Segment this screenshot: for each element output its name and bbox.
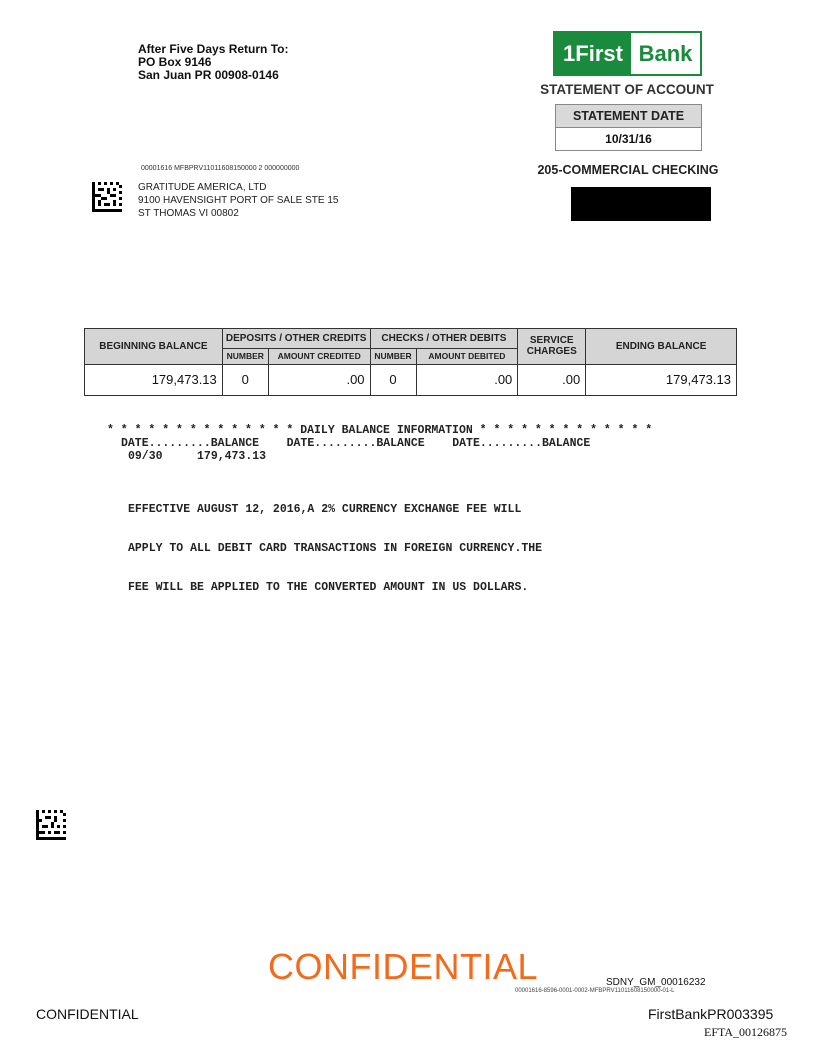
statement-date-box [555,104,702,151]
statement-date-label: STATEMENT DATE [556,105,701,128]
service-charges-value: .00 [518,364,586,395]
header-deposits: DEPOSITS / OTHER CREDITS [222,329,370,349]
bank-logo [553,31,702,76]
header-deposits-number: NUMBER [222,348,268,364]
return-address [138,43,288,82]
document-code: 00001616-8596-0001-0002-MFBPRV11011608150000-01-L [515,988,675,994]
header-beginning-balance: BEGINNING BALANCE [85,329,223,365]
return-address-line3: San Juan PR 00908-0146 [138,68,279,82]
confidential-label: CONFIDENTIAL [36,1006,139,1022]
logo-bank: Bank [631,33,700,74]
header-amount-debited: AMOUNT DEBITED [416,348,518,364]
barcode-line: 00001616 MFBPRV11011608150000 2 000000000 [141,165,300,172]
customer-street: 9100 HAVENSIGHT PORT OF SALE STE 15 [138,195,339,206]
daily-balance-columns: DATE.........BALANCE DATE.........BALANCE DATE.........BALANCE [121,437,591,450]
datamatrix-code-icon [36,810,66,840]
header-checks: CHECKS / OTHER DEBITS [370,329,518,349]
header-checks-number: NUMBER [370,348,416,364]
return-address-line2: PO Box 9146 [138,55,212,69]
efta-number: EFTA_00126875 [704,1025,788,1039]
amount-credited-value: .00 [268,364,370,395]
amount-debited-value: .00 [416,364,518,395]
fee-notice-line3: FEE WILL BE APPLIED TO THE CONVERTED AMOUNT IN US DOLLARS. [128,581,529,594]
bates-number: FirstBankPR003395 [648,1006,774,1022]
daily-balance-header: * * * * * * * * * * * * * * DAILY BALANCE INFORMATION * * * * * * * * * * * * * [107,424,653,437]
redaction-block [571,187,711,221]
ending-balance-value: 179,473.13 [586,364,737,395]
statement-title: STATEMENT OF ACCOUNT [540,82,714,97]
datamatrix-code-icon [92,182,122,212]
header-amount-credited: AMOUNT CREDITED [268,348,370,364]
header-service-charges: SERVICE CHARGES [518,329,586,365]
balance-summary-table [84,328,737,396]
account-type: 205-COMMERCIAL CHECKING [537,163,719,177]
statement-date-value: 10/31/16 [605,132,652,146]
fee-notice [128,477,542,607]
deposits-number-value: 0 [222,364,268,395]
fee-notice-line2: APPLY TO ALL DEBIT CARD TRANSACTIONS IN FOREIGN CURRENCY.THE [128,542,543,555]
beginning-balance-value: 179,473.13 [85,364,223,395]
daily-balance-row: 09/30 179,473.13 [128,450,267,463]
header-ending-balance: ENDING BALANCE [586,329,737,365]
mailing-address [138,181,338,220]
return-address-line1: After Five Days Return To: [138,42,289,56]
fee-notice-line1: EFFECTIVE AUGUST 12, 2016,A 2% CURRENCY EXCHANGE FEE WILL [128,503,522,516]
customer-city: ST THOMAS VI 00802 [138,208,239,219]
logo-first: 1First [555,33,631,74]
customer-name: GRATITUDE AMERICA, LTD [138,182,267,193]
confidential-stamp: CONFIDENTIAL [268,946,539,987]
checks-number-value: 0 [370,364,416,395]
sdny-id: SDNY_GM_00016232 [606,977,706,988]
